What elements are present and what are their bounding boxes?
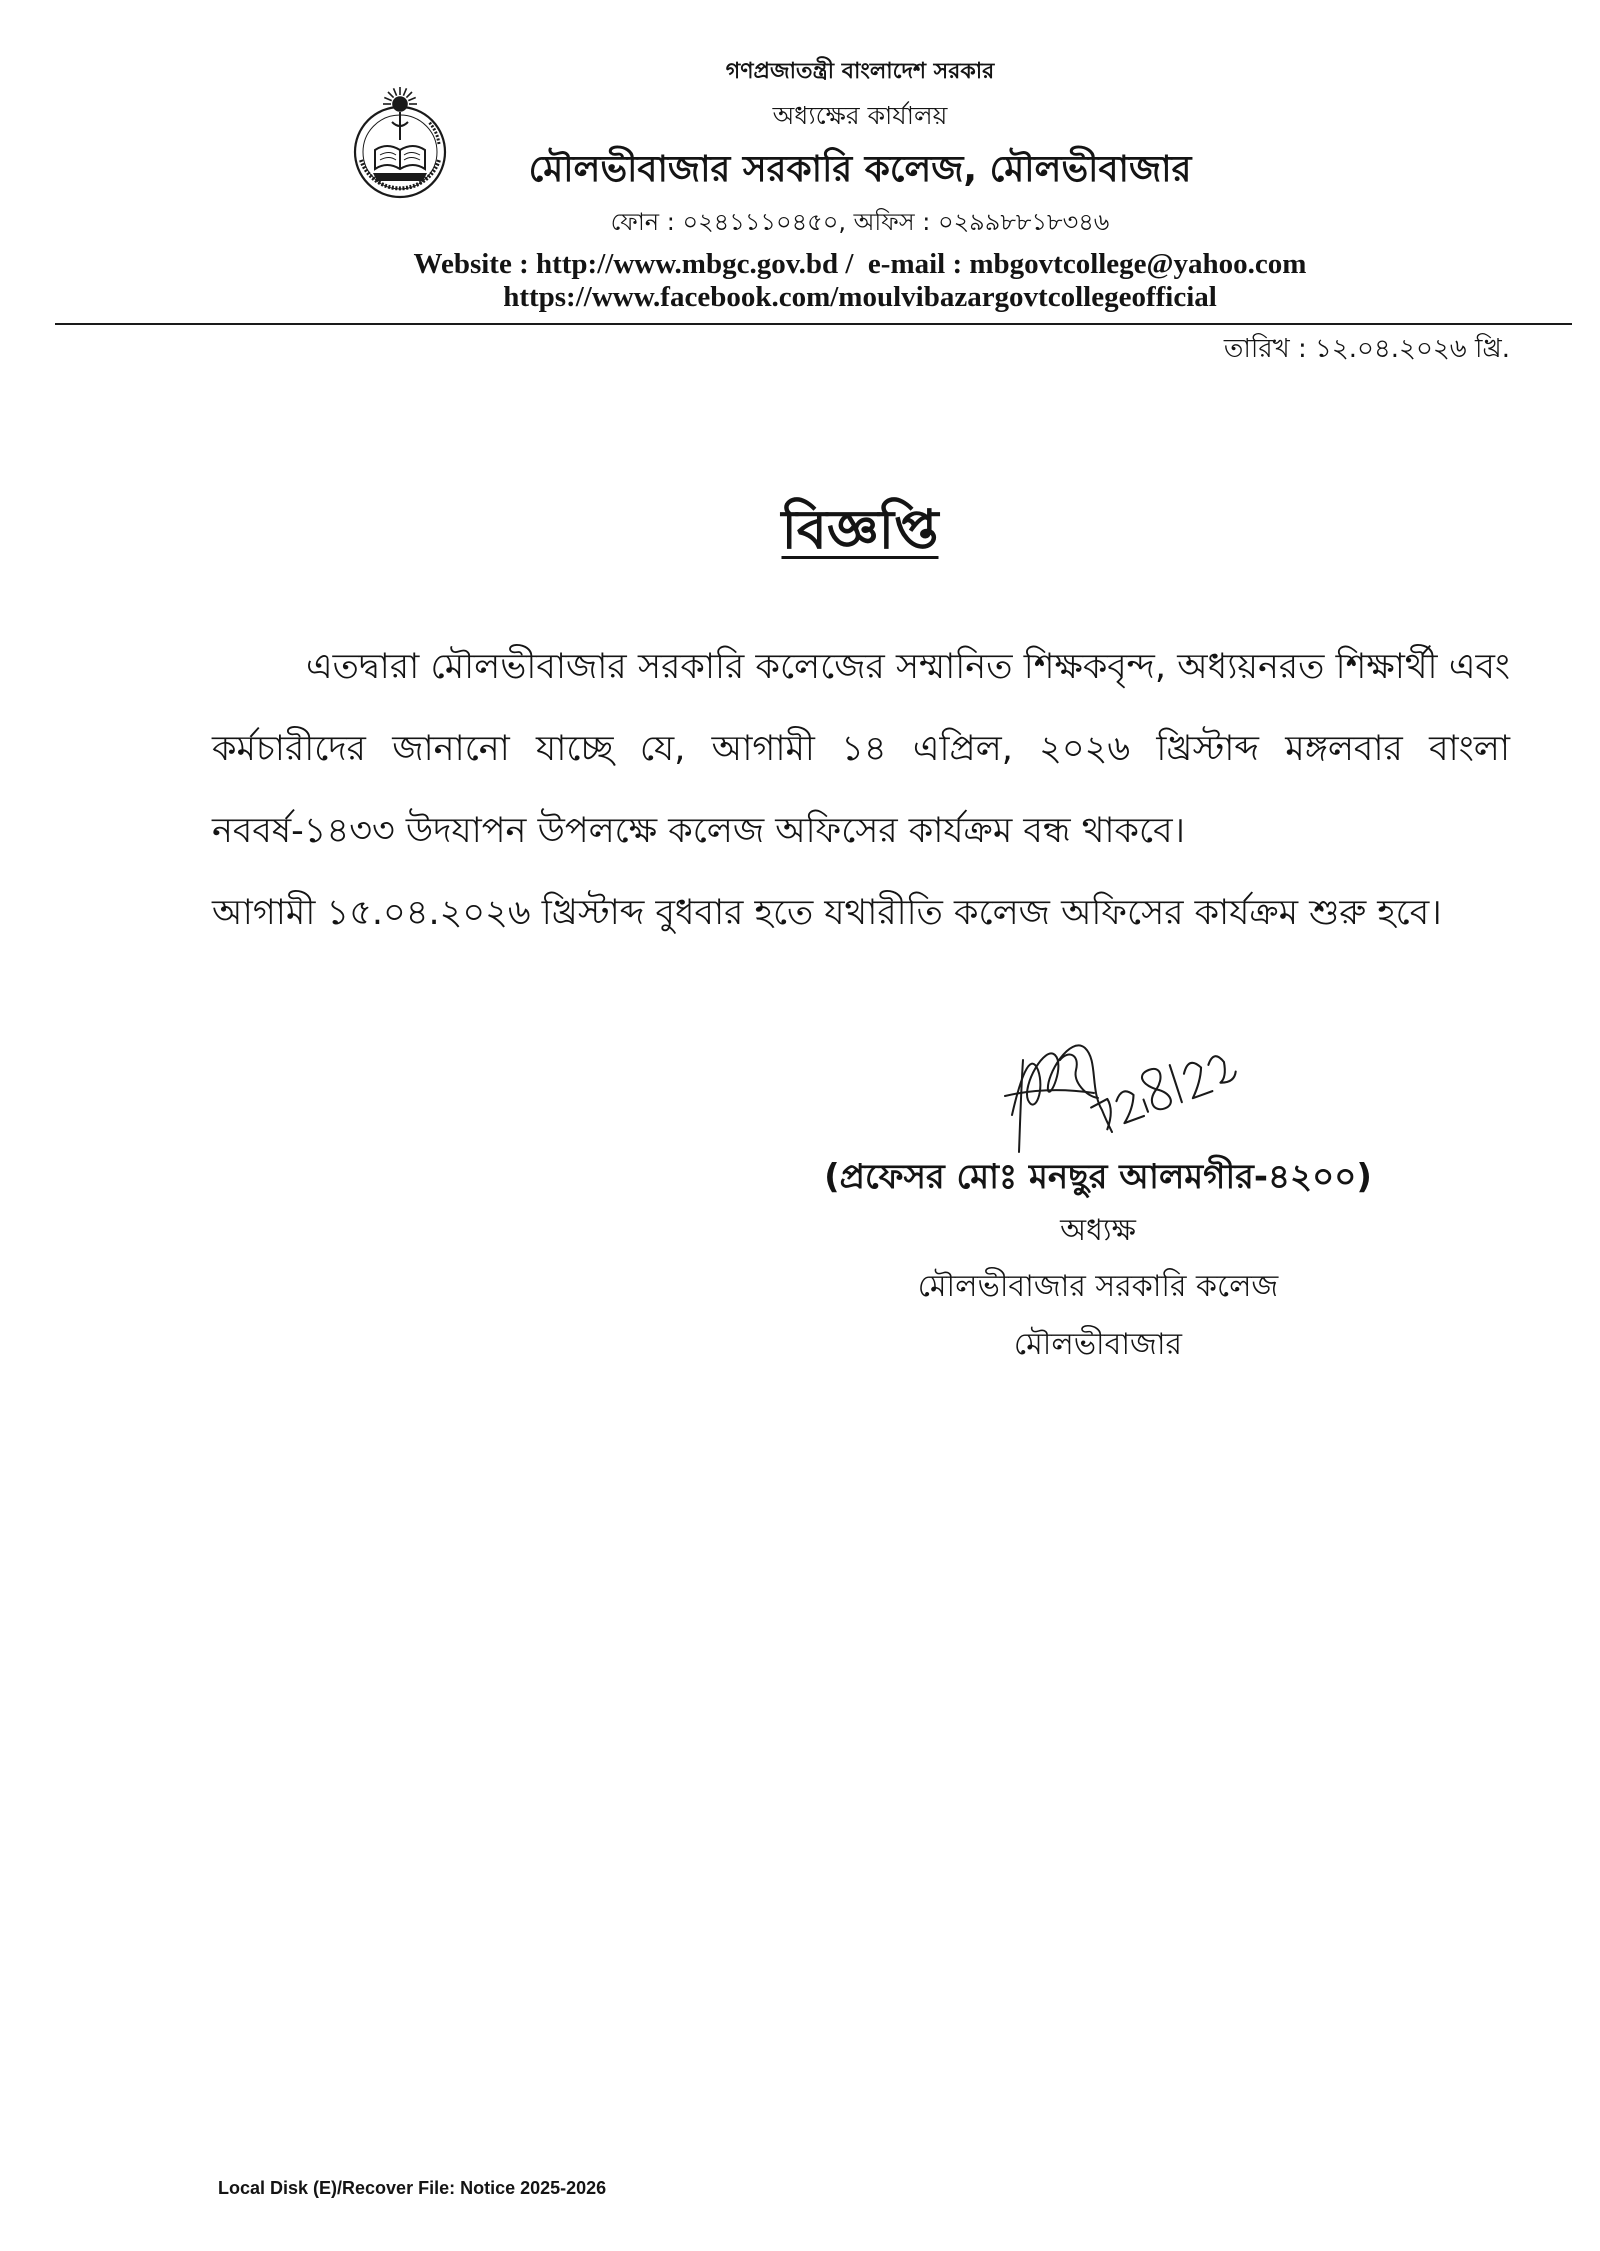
signatory-institution: মৌলভীবাজার সরকারি কলেজ — [917, 1269, 1279, 1304]
signatory-name: (প্রফেসর মোঃ মনছুর আলমগীর-৪২০০) — [824, 1157, 1372, 1197]
government-heading: গণপ্রজাতন্ত্রী বাংলাদেশ সরকার — [725, 59, 995, 84]
college-name: মৌলভীবাজার সরকারি কলেজ, মৌলভীবাজার — [528, 149, 1192, 190]
signature-scribble — [1005, 1045, 1112, 1152]
facebook-url: https://www.facebook.com/moulvibazargovtcollegeofficial — [503, 281, 1217, 313]
handwritten-signature — [990, 1020, 1270, 1160]
notice-title — [560, 494, 1160, 566]
office-heading: অধ্যক্ষের কার্যালয় — [772, 101, 948, 130]
signature-date — [1086, 1042, 1239, 1132]
notice-body — [212, 626, 1510, 954]
signatory-designation: অধ্যক্ষ — [1060, 1213, 1136, 1248]
letterhead-divider — [55, 323, 1572, 325]
body-paragraph: আগামী ১৫.০৪.২০২৬ খ্রিস্টাব্দ বুধবার হতে যথারীতি কলেজ অফিসের কার্যক্রম শুরু হবে। — [212, 893, 1442, 933]
signatory-place: মৌলভীবাজার — [1013, 1327, 1183, 1362]
notice-date: তারিখ : ১২.০৪.২০২৬ খ্রি. — [1223, 334, 1510, 364]
website-email: Website : http://www.mbgc.gov.bd / e-mail : mbgovtcollege@yahoo.com — [413, 248, 1307, 280]
file-path-footer: Local Disk (E)/Recover File: Notice 2025-2026 — [218, 2178, 607, 2198]
phone-numbers: ফোন : ০২৪১১১০৪৫০, অফিস : ০২৯৯৮৮১৮৩৪৬ — [610, 208, 1110, 236]
body-paragraph: এতদ্বারা মৌলভীবাজার সরকারি কলেজের সম্মানিত শিক্ষকবৃন্দ, অধ্যয়নরত শিক্ষার্থী এবং কর্মচারীদের জানানো যাচ্ছে যে, আগামী ১৪ এপ্রিল, ২০২৬ খ্রিস্টাব্দ মঙ্গলবার বাংলা নববর্ষ-১৪৩৩ উদযাপন উপলক্ষে কলেজ অফিসের কার্যক্রম বন্ধ থাকবে। — [212, 647, 1510, 851]
notice-title-text: বিজ্ঞপ্তি — [781, 498, 939, 561]
